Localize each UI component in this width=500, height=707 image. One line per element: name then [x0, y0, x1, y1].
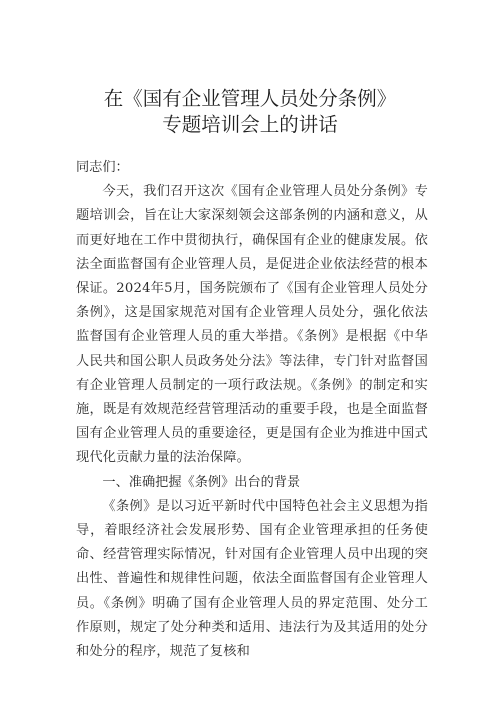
- title-line-1: 在《国有企业管理人员处分条例》: [103, 87, 397, 110]
- paragraph-intro: 今天，我们召开这次《国有企业管理人员处分条例》专题培训会，旨在让大家深刻领会这部条例的内涵和意义，从而更好地在工作中贯彻执行，确保国有企业的健康发展。依法全面监督国有企业管理人员，是促进企业依法经营的根本保证。2024年5月，国务院颁布了《国有企业管理人员处分条例》，这是国家规范对国有企业管理人员处分，强化依法监督国有企业管理人员的重大举措。《条例》是根据《中华人民共和国公职人员政务处分法》等法律，专门针对监督国有企业管理人员制定的一项行政法规。《条例》的制定和实施，既是有效规范经营管理活动的重要手段，也是全面监督国有企业管理人员的重要途径，更是国有企业为推进中国式现代化贡献力量的法治保障。: [76, 184, 428, 466]
- title-line-2: 专题培训会上的讲话: [162, 113, 338, 136]
- document-body: [76, 156, 428, 664]
- salutation: 同志们：: [76, 160, 129, 175]
- document-title: [60, 86, 440, 138]
- section-heading-1: 一、准确把握《条例》出台的背景: [102, 474, 301, 490]
- paragraph-background: 《条例》是以习近平新时代中国特色社会主义思想为指导，着眼经济社会发展形势、国有企业管理承担的任务使命、经营管理实际情况，针对国有企业管理人员中出现的突出性、普遍性和规律性问题，依法全面监督国有企业管理人员。《条例》明确了国有企业管理人员的界定范围、处分工作原则，规定了处分种类和适用、违法行为及其适用的处分和处分的程序，规范了复核和: [76, 498, 428, 660]
